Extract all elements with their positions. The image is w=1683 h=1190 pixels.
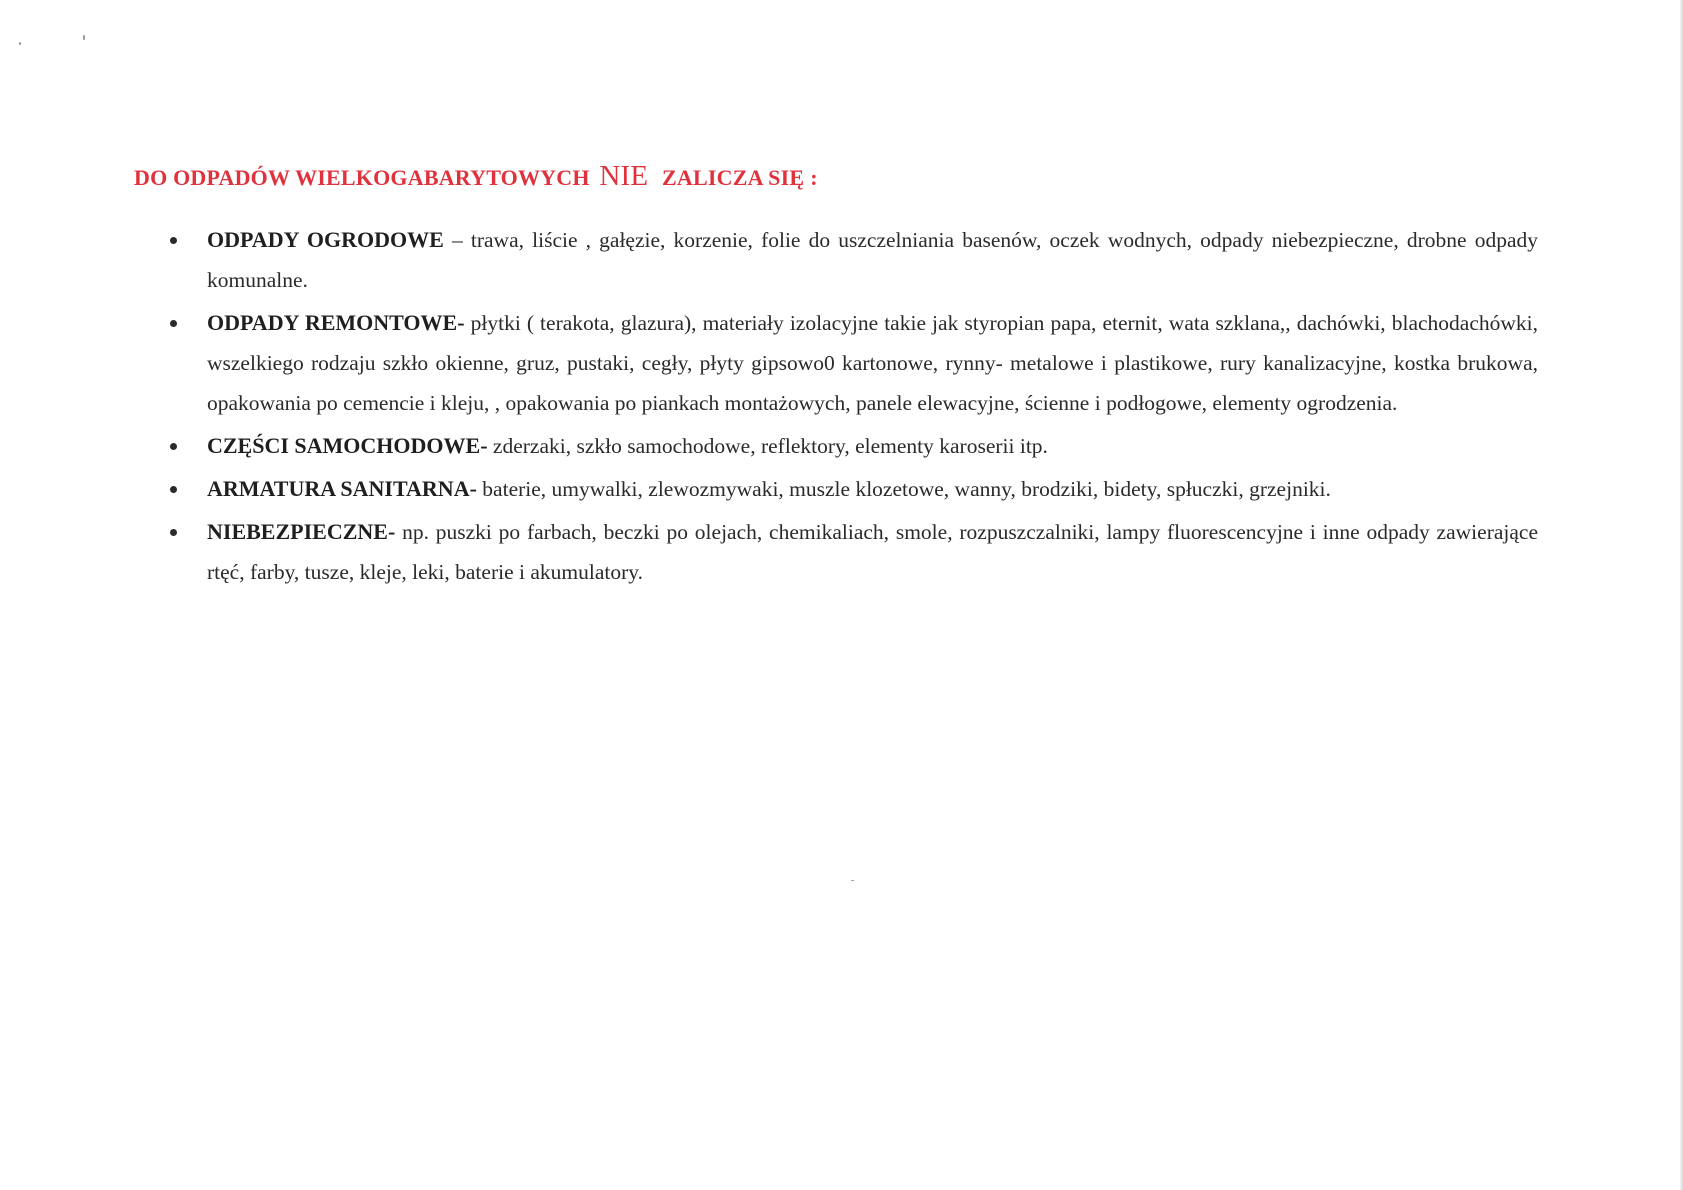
item-text: baterie, umywalki, zlewozmywaki, muszle klozetowe, wanny, brodziki, bidety, spłuczki, grzejniki. [476, 477, 1331, 501]
item-label: CZĘŚCI SAMOCHODOWE- [207, 433, 488, 458]
scan-speck [851, 880, 854, 881]
list-item [170, 469, 1538, 509]
bullet-icon [170, 529, 177, 536]
item-label: ODPADY REMONTOWE- [207, 310, 465, 335]
page-title [134, 160, 818, 193]
item-text: zderzaki, szkło samochodowe, reflektory, elementy karoserii itp. [487, 434, 1048, 458]
list-item [170, 426, 1538, 466]
title-colon: : [810, 165, 818, 190]
exclusion-list [170, 220, 1538, 595]
bullet-icon [170, 237, 177, 244]
item-text: – trawa, liście , gałęzie, korzenie, folie do uszczelniania basenów, oczek wodnych, odpady niebezpieczne, drobne odpady komunalne. [207, 228, 1538, 292]
item-text: płytki ( terakota, glazura), materiały izolacyjne takie jak styropian papa, eternit, wata szklana,, dachówki, blachodachówki, wszelkiego rodzaju szkło okienne, gruz, pustaki, cegły, płyty gipsowo0 kartonowe, rynny- metalowe i plastikowe, rury kanalizacyjne, kostka brukowa, opakowania po cemencie i kleju, , opakowania po piankach montażowych, panele elewacyjne, ścienne i podłogowe, elementy ogrodzenia. [207, 311, 1539, 415]
title-part-1: DO ODPADÓW WIELKOGABARYTOWYCH [134, 165, 590, 190]
item-label: ARMATURA SANITARNA- [207, 476, 477, 501]
list-item [170, 220, 1538, 300]
list-item [170, 512, 1538, 592]
title-part-2: ZALICZA SIĘ [662, 165, 805, 190]
list-item [170, 303, 1538, 423]
bullet-icon [170, 486, 177, 493]
title-emphasis: NIE [599, 160, 649, 192]
scan-speck [83, 35, 85, 40]
item-label: NIEBEZPIECZNE- [207, 519, 396, 544]
item-label: ODPADY OGRODOWE [207, 227, 444, 252]
item-text: np. puszki po farbach, beczki po olejach, chemikaliach, smole, rozpuszczalniki, lampy fluorescencyjne i inne odpady zawierające rtęć, farby, tusze, kleje, leki, baterie i akumulatory. [207, 520, 1538, 584]
scan-speck [19, 42, 21, 45]
bullet-icon [170, 443, 177, 450]
bullet-icon [170, 320, 177, 327]
